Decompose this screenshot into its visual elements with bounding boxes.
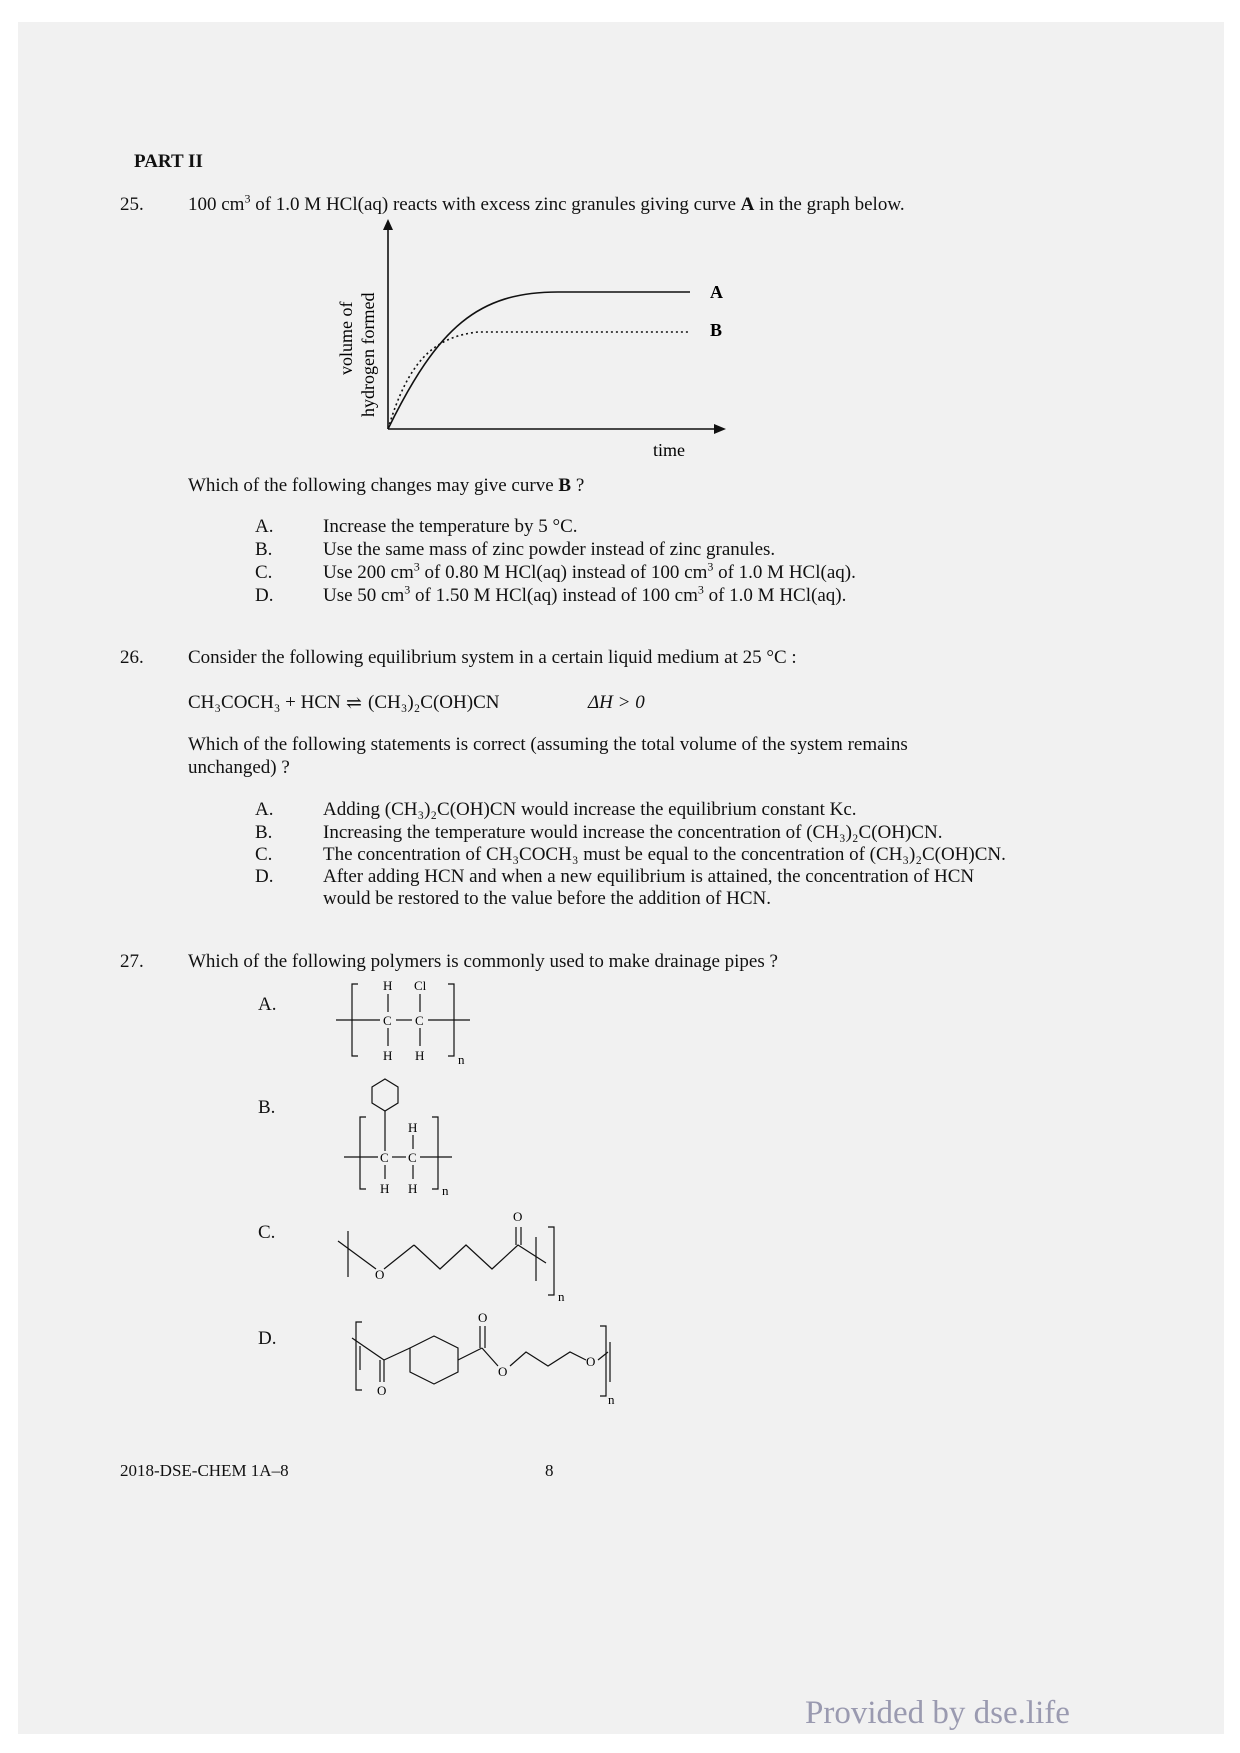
y-axis-label-line1: volume of: [336, 301, 356, 375]
q26-equation-arrow: ⇌: [346, 693, 362, 714]
atom-cl: Cl: [414, 978, 427, 993]
q26-option-d-text: After adding HCN and when a new equilibrium is attained, the concentration of HCN: [323, 866, 975, 887]
q26-question-line2: unchanged) ?: [188, 757, 290, 778]
atom-h: H: [408, 1181, 418, 1196]
q25-option-c-letter: C.: [255, 562, 273, 583]
watermark: Provided by dse.life: [805, 1695, 1070, 1731]
q25-option-d-letter: D.: [255, 585, 274, 606]
exam-page: [18, 22, 1224, 1734]
q26-equation-left: CH₃COCH₃ + HCN: [188, 692, 341, 713]
q26-option-b-text: Increasing the temperature would increase the concentration of (CH₃)₂C(OH)CN.: [323, 822, 943, 843]
atom-h: H: [408, 1120, 418, 1135]
q26-option-a-letter: A.: [255, 799, 274, 820]
hydrogen-volume-graph: [318, 217, 848, 462]
q26-equation-right: (CH₃)₂C(OH)CN: [368, 692, 500, 713]
atom-c: C: [408, 1150, 417, 1165]
q26-option-c-text: The concentration of CH₃COCH₃ must be equal to the concentration of (CH₃)₂C(OH)CN.: [323, 844, 1006, 865]
atom-h: H: [383, 1048, 393, 1063]
x-axis-label: time: [653, 440, 685, 460]
atom-h: H: [380, 1181, 390, 1196]
repeat-unit-n: n: [558, 1289, 565, 1304]
atom-o: O: [498, 1364, 508, 1379]
curve-a: [388, 292, 690, 429]
q25-question: Which of the following changes may give curve B ?: [188, 475, 585, 496]
q26-question-line1: Which of the following statements is correct (assuming the total volume of the system remains: [188, 734, 908, 755]
q25-option-a-text: Increase the temperature by 5 °C.: [323, 516, 578, 537]
pvc-structure: [328, 972, 488, 1082]
polyethylene-terephthalate-structure: [348, 1302, 668, 1417]
q27-number: 27.: [120, 951, 144, 972]
atom-o: O: [586, 1354, 596, 1369]
atom-c: C: [380, 1150, 389, 1165]
atom-o: O: [375, 1267, 385, 1282]
q25-option-a-letter: A.: [255, 516, 274, 537]
repeat-unit-n: n: [458, 1052, 465, 1067]
atom-o: O: [478, 1310, 488, 1325]
q27-option-d-letter: D.: [258, 1328, 277, 1349]
q26-option-d-text-line2: would be restored to the value before the addition of HCN.: [323, 888, 771, 909]
q25-option-d-text: Use 50 $cm^3$ of 1.50 M HCl(aq) instead of 100 $cm^3$ of 1.0 M HCl(aq).: [323, 582, 847, 606]
q27-option-c-letter: C.: [258, 1222, 276, 1243]
repeat-unit-n: n: [608, 1392, 615, 1407]
footer-code: 2018-DSE-CHEM 1A–8: [120, 1461, 289, 1480]
polystyrene-structure: [338, 1077, 488, 1207]
q26-option-a-text: Adding (CH₃)₂C(OH)CN would increase the equilibrium constant Kc.: [323, 799, 857, 820]
curve-a-label: A: [710, 282, 723, 302]
atom-h: H: [383, 978, 393, 993]
curve-b-label: B: [710, 320, 723, 340]
atom-o: O: [377, 1383, 387, 1398]
q26-stem: Consider the following equilibrium system in a certain liquid medium at 25 °C :: [188, 647, 797, 668]
q26-option-b-letter: B.: [255, 822, 273, 843]
q25-option-b-letter: B.: [255, 539, 273, 560]
part-title: PART II: [134, 151, 203, 172]
atom-o: O: [513, 1209, 523, 1224]
q26-enthalpy: ΔH > 0: [588, 692, 645, 713]
y-axis-arrow-icon: [383, 219, 393, 230]
q25-number: 25.: [120, 194, 144, 215]
q26-number: 26.: [120, 647, 144, 668]
atom-c: C: [415, 1013, 424, 1028]
x-axis-arrow-icon: [714, 424, 726, 434]
q25-stem: 100 $cm^3$ of 1.0 M HCl(aq) reacts with excess zinc granules giving curve A in the graph below.: [188, 191, 905, 215]
q25-option-c-text: Use 200 $cm^3$ of 0.80 M HCl(aq) instead of 100 $cm^3$ of 1.0 M HCl(aq).: [323, 559, 856, 583]
curve-b: [388, 332, 690, 429]
q25-option-b-text: Use the same mass of zinc powder instead of zinc granules.: [323, 539, 776, 560]
q27-stem: Which of the following polymers is commonly used to make drainage pipes ?: [188, 951, 778, 972]
polycaprolactone-structure: [328, 1197, 598, 1312]
q26-option-d-letter: D.: [255, 866, 274, 887]
q27-option-b-letter: B.: [258, 1097, 276, 1118]
q27-option-a-letter: A.: [258, 994, 277, 1015]
repeat-unit-n: n: [442, 1183, 449, 1198]
atom-c: C: [383, 1013, 392, 1028]
q26-option-c-letter: C.: [255, 844, 273, 865]
footer-page-number: 8: [545, 1461, 554, 1480]
atom-h: H: [415, 1048, 425, 1063]
y-axis-label-line2: hydrogen formed: [358, 292, 378, 417]
